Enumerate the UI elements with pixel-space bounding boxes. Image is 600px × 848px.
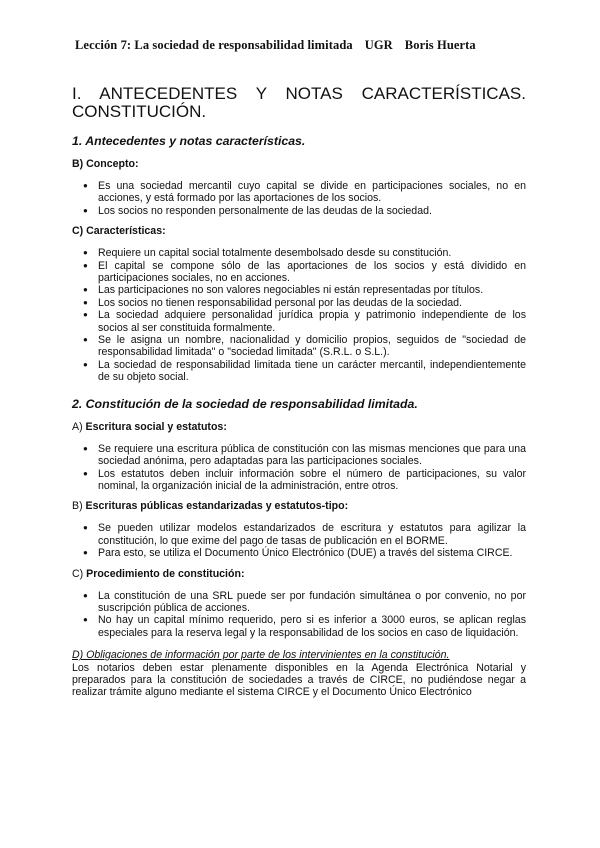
obligaciones-heading: D) Obligaciones de información por parte de los intervinientes en la constitución. <box>72 649 450 662</box>
list-item: ● Los socios no responden personalmente de las deudas de la sociedad. <box>72 205 526 217</box>
caracteristicas-heading: C) Características: <box>72 225 166 238</box>
document-body <box>72 85 526 699</box>
concepto-heading: B) Concepto: <box>72 158 139 170</box>
list-item: ● Requiere un capital social totalmente desembolsado desde su constitución. <box>72 247 526 259</box>
list-item: ● Es una sociedad mercantil cuyo capital se divide en participaciones sociales, no en acciones, y está formado por las aportaciones de los socios. <box>72 180 526 205</box>
caracteristicas-list <box>72 247 526 383</box>
list-item: ● La sociedad de responsabilidad limitada tiene un carácter mercantil, independientemente de su objeto social. <box>72 359 526 384</box>
list-item: ● Se requiere una escritura pública de constitución con las mismas menciones que para una sociedad anónima, pero adaptadas para las participaciones sociales. <box>72 443 526 468</box>
chapter-title-line2: CONSTITUCIÓN. <box>72 102 207 121</box>
list-item: ● Los estatutos deben incluir información sobre el número de participaciones, su valor nominal, la organización inicial de la administración, entre otros. <box>72 468 526 493</box>
procedimiento-heading: C) Procedimiento de constitución: <box>72 567 245 580</box>
estandarizadas-heading: B) Escrituras públicas estandarizadas y estatutos-tipo: <box>72 500 349 513</box>
list-item: ● Las participaciones no son valores negociables ni están representadas por títulos. <box>72 284 526 296</box>
list-item: ● El capital se compone sólo de las aportaciones de los socios y está dividido en participaciones sociales, no en acciones. <box>72 260 526 285</box>
obligaciones-text: Los notarios deben estar plenamente disponibles en la Agenda Electrónica Notarial y preparados para la constitución de sociedades a través de CIRCE, no pudiéndose negar a realizar trámite alguno mediante el sistema CIRCE y el Documento Único Electrónico <box>72 661 526 699</box>
list-item: ● No hay un capital mínimo requerido, pero si es inferior a 3000 euros, se aplican reglas especiales para la reserva legal y la responsabilidad de los socios en caso de liquidación. <box>72 614 526 639</box>
estandarizadas-list <box>72 522 526 559</box>
list-item: ● Se pueden utilizar modelos estandarizados de escritura y estatutos para agilizar la constitución, lo que exime del pago de tasas de publicación en el BORME. <box>72 522 526 547</box>
list-item: ● Para esto, se utiliza el Documento Único Electrónico (DUE) a través del sistema CIRCE. <box>72 547 526 559</box>
section2-heading: 2. Constitución de la sociedad de responsabilidad limitada. <box>72 396 418 411</box>
escritura-heading: A) Escritura social y estatutos: <box>72 420 227 433</box>
header-author: Boris Huerta <box>404 38 476 52</box>
list-item: ● Los socios no tienen responsabilidad personal por las deudas de la sociedad. <box>72 297 526 309</box>
concepto-list <box>72 180 526 217</box>
list-item: ● La sociedad adquiere personalidad jurídica propia y patrimonio independiente de los socios al ser constituida formalmente. <box>72 309 526 334</box>
procedimiento-list <box>72 590 526 640</box>
list-item: ● La constitución de una SRL puede ser por fundación simultánea o por convenio, no por suscripción pública de acciones. <box>72 590 526 615</box>
escritura-list <box>72 443 526 493</box>
header-course: Lección 7: La sociedad de responsabilidad limitada <box>75 38 353 52</box>
list-item: ● Se le asigna un nombre, nacionalidad y domicilio propios, seguidos de "sociedad de responsabilidad limitada" o "sociedad limitada" (S.R.L. o S.L.). <box>72 334 526 359</box>
chapter-title-line1: I. ANTECEDENTES Y NOTAS CARACTERÍSTICAS. <box>72 84 526 103</box>
chapter-title <box>72 85 526 121</box>
header-university: UGR <box>364 38 393 52</box>
section1-heading: 1. Antecedentes y notas características. <box>72 134 306 148</box>
page-header <box>75 38 488 53</box>
